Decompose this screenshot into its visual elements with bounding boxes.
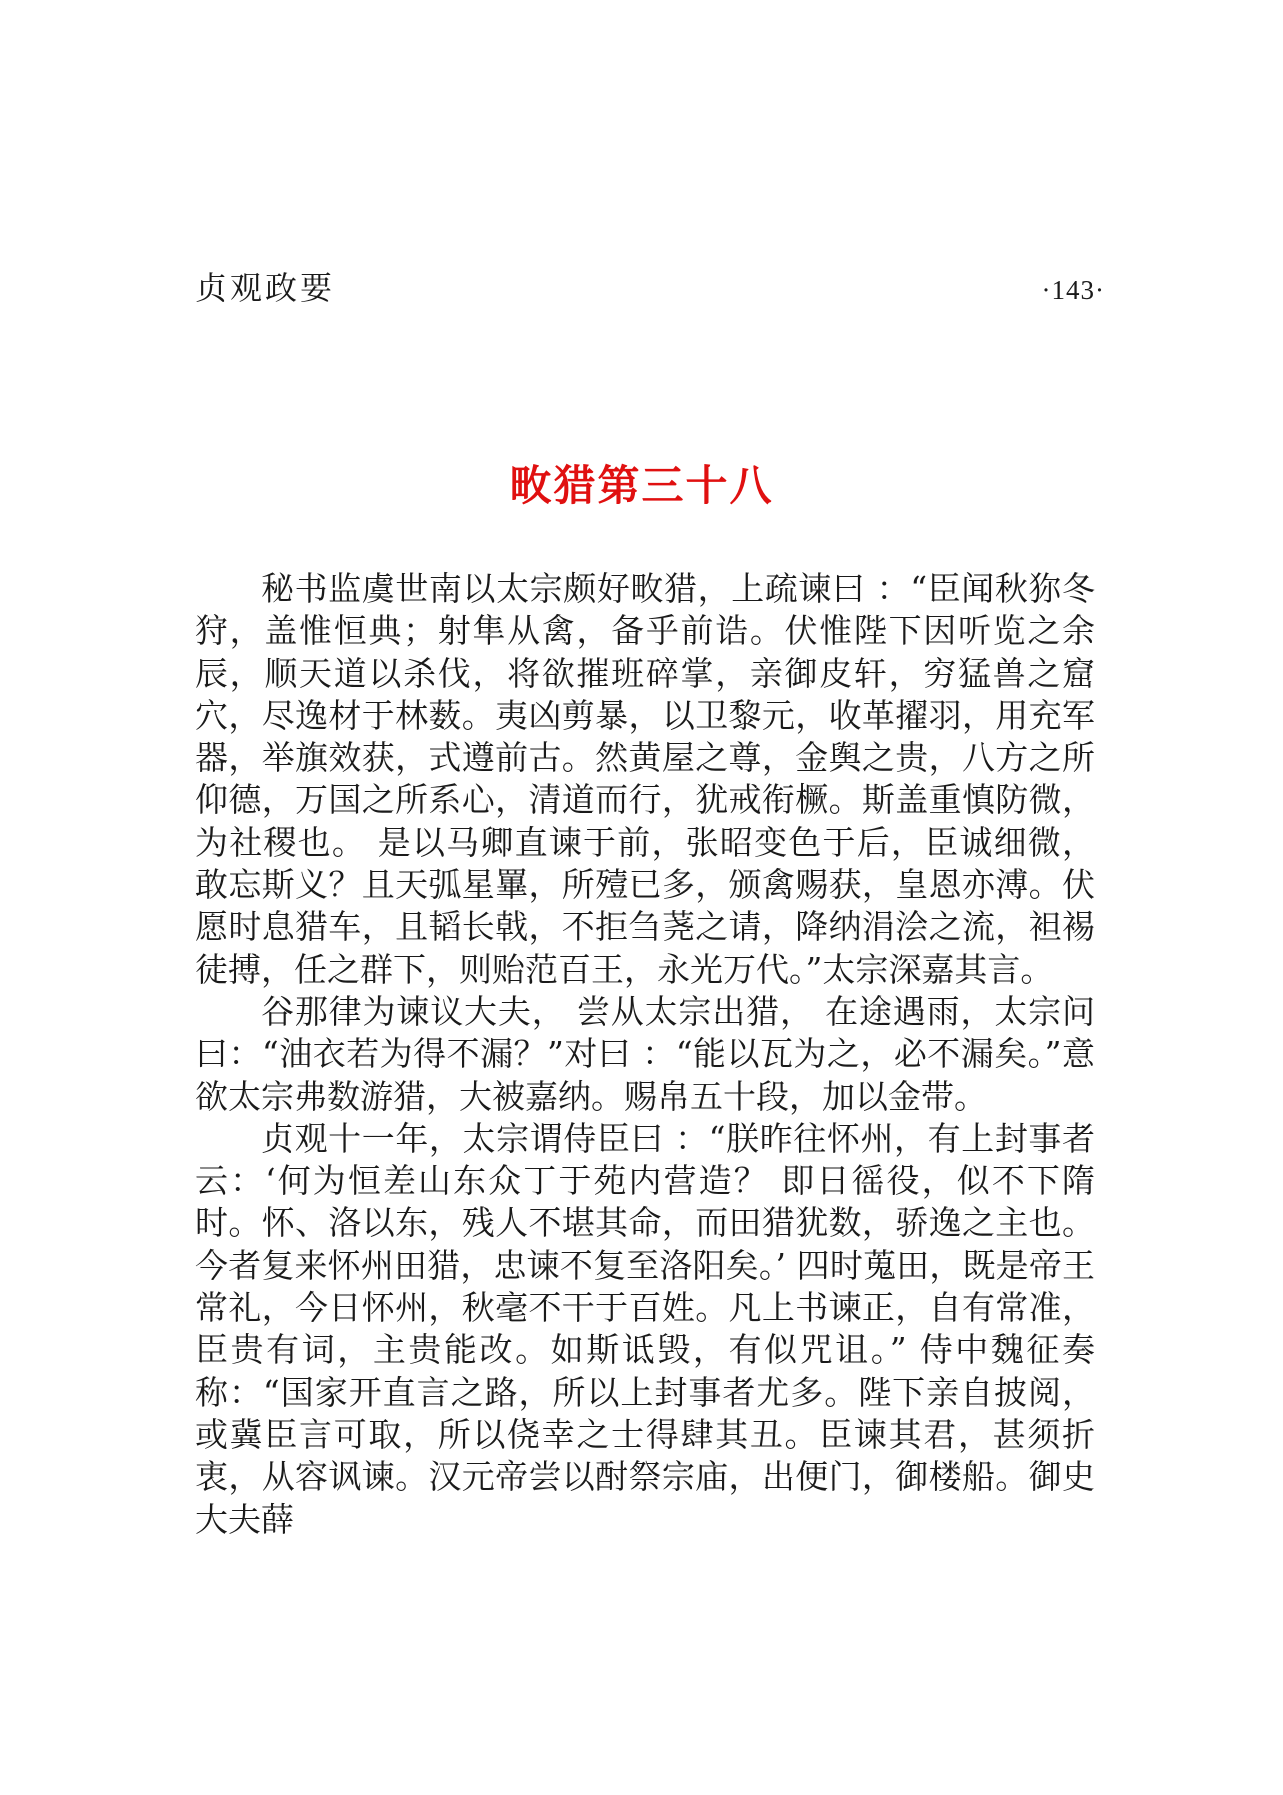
body-text bbox=[195, 568, 1095, 1541]
running-head-book-title: 贞观政要 bbox=[195, 269, 336, 307]
page-number: ·143· bbox=[1041, 275, 1105, 305]
chapter-title: 畋猎第三十八 bbox=[509, 461, 774, 510]
paragraph-3: 贞观十一年，太宗谓侍臣曰 ：“朕昨往怀州，有上封事者云：‘何为恒差山东众丁于苑内营造？ 即日徭役，似不下隋时。怀、洛以东，残人不堪其命，而田猎犹数，骄逸之主也。今者复来怀州田猎，忠谏不复至洛阳矣。’ 四时蒐田，既是帝王常礼，今日怀州，秋毫不干于百姓。凡上书谏正，自有常准，臣贵有词，主贵能改。如斯诋毁，有似咒诅。” 侍中魏征奏称：“国家开直言之路，所以上封事者尤多。陛下亲自披阅，或冀臣言可取，所以侥幸之士得肆其丑。臣谏其君，甚须折衷，从容讽谏。汉元帝尝以酎祭宗庙，出便门，御楼船。御史大夫薛 bbox=[195, 1118, 1095, 1539]
paragraph-1: 秘书监虞世南以太宗颇好畋猎，上疏谏曰 ：“臣闻秋狝冬狩，盖惟恒典；射隼从禽，备乎前诰。伏惟陛下因听览之余辰，顺天道以杀伐，将欲摧班碎掌，亲御皮轩，穷猛兽之窟穴，尽逸材于林薮。夷凶剪暴，以卫黎元，收革擢羽，用充军器，举旗效获，式遵前古。然黄屋之尊，金舆之贵，八方之所仰德，万国之所系心，清道而行，犹戒衔橛。斯盖重慎防微，为社稷也。 是以马卿直谏于前，张昭变色于后，臣诚细微， 敢忘斯义？且天弧星罼，所殪已多，颁禽赐获，皇恩亦溥。伏愿时息猎车，且韬长戟，不拒刍荛之请，降纳涓浍之流，袒裼徒搏，任之群下，则贻范百王，永光万代。”太宗深嘉其言。 bbox=[195, 569, 1095, 989]
paragraph-2: 谷那律为谏议大夫， 尝从太宗出猎， 在途遇雨，太宗问曰：“油衣若为得不漏？”对曰 ：“能以瓦为之，必不漏矣。”意欲太宗弗数游猎，大被嘉纳。赐帛五十段，加以金带。 bbox=[195, 991, 1095, 1116]
